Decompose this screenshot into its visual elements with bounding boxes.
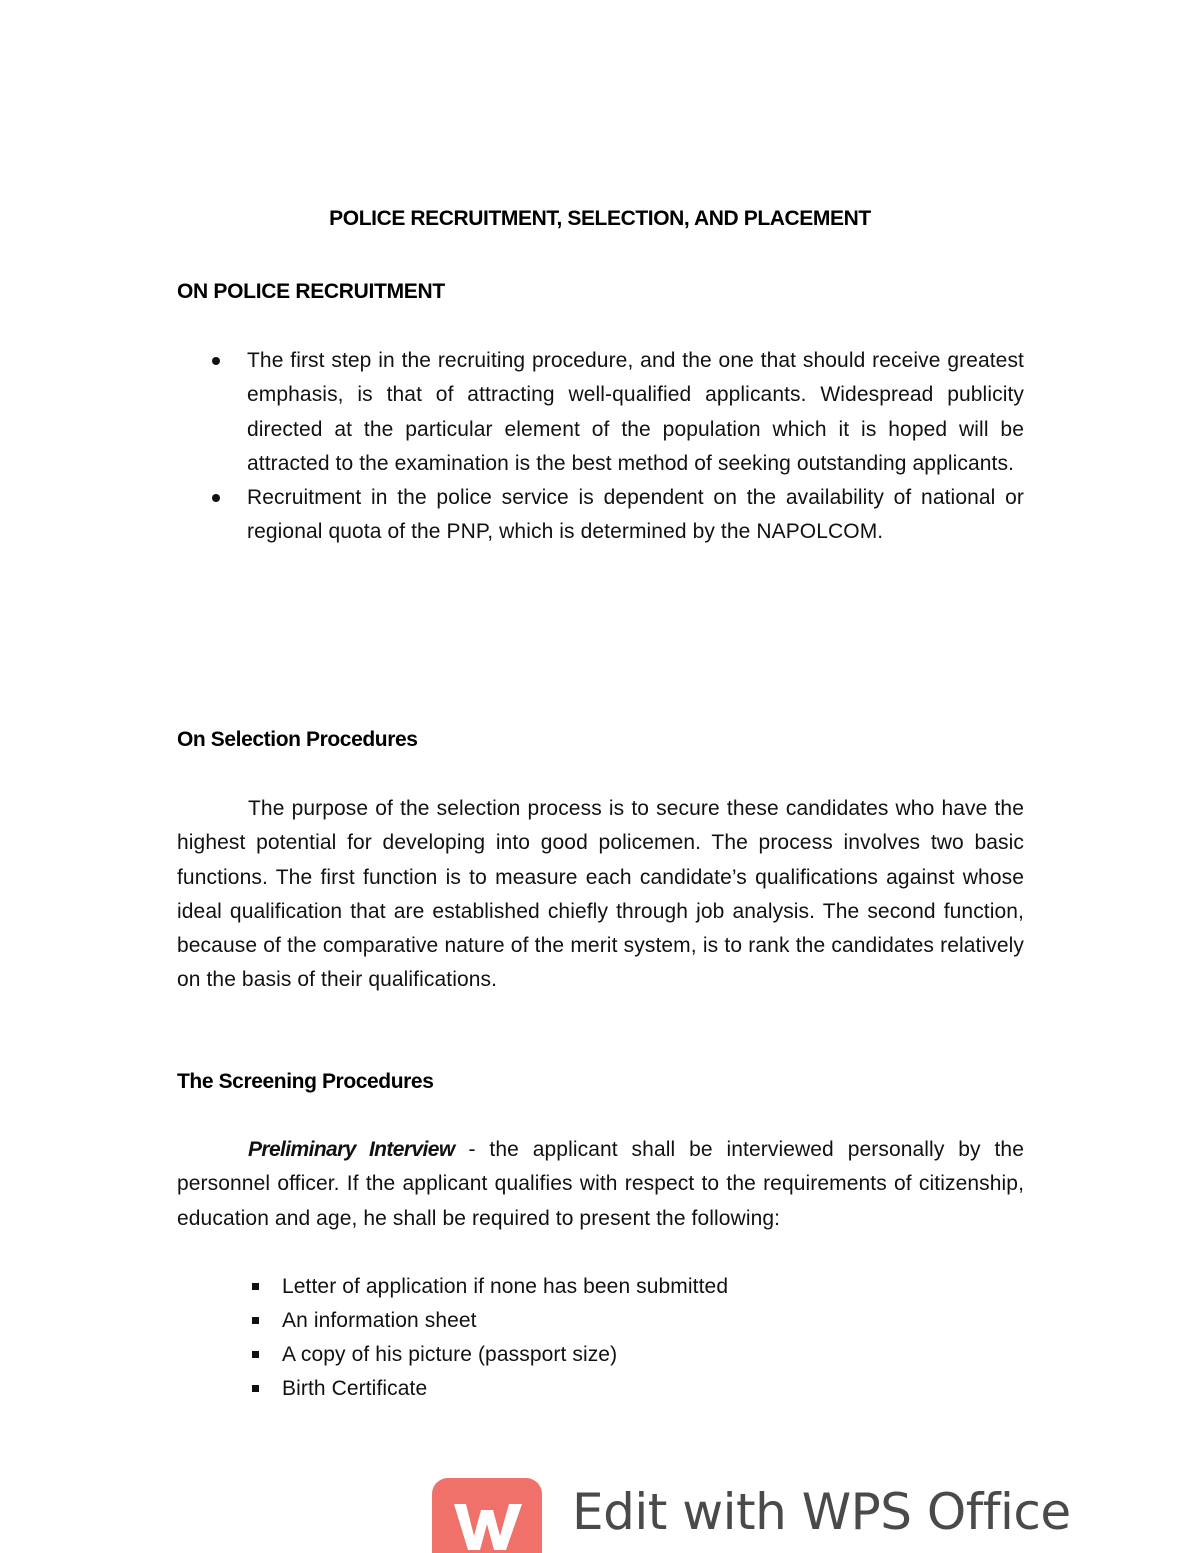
recruitment-bullet-list	[177, 344, 1024, 550]
list-item	[177, 344, 1024, 481]
wps-watermark-text: Edit with WPS Office	[572, 1483, 1071, 1541]
screening-paragraph-text: - the applicant shall be interviewed personally by the personnel officer. If the applicant qualifies with respect to the requirements of citizenship, education and age, he shall be required to present the following:	[177, 1138, 1024, 1230]
list-item-text: The first step in the recruiting procedure, and the one that should receive greatest emphasis, is that of attracting well-qualified applicants. Widespread publicity directed at the particular element of the population which it is hoped will be attracted to the examination is the best method of seeking outstanding applicants.	[247, 349, 1024, 475]
square-bullet-icon	[252, 1385, 259, 1392]
list-item-text: Birth Certificate	[282, 1377, 428, 1400]
requirements-list	[177, 1270, 1024, 1406]
square-bullet-icon	[252, 1283, 259, 1290]
selection-paragraph: The purpose of the selection process is to secure these candidates who have the highest potential for developing into good policemen. The process involves two basic functions. The first function is to measure each candidate’s qualifications against whose ideal qualification that are established chiefly through job analysis. The second function, because of the comparative nature of the merit system, is to rank the candidates relatively on the basis of their qualifications.	[177, 797, 1024, 992]
square-bullet-icon	[252, 1351, 259, 1358]
list-item	[177, 1338, 1024, 1372]
bullet-icon	[212, 494, 220, 502]
list-item	[177, 481, 1024, 550]
list-item-text: A copy of his picture (passport size)	[282, 1343, 618, 1366]
bullet-icon	[212, 357, 220, 365]
screening-paragraph	[177, 1133, 1024, 1236]
square-bullet-icon	[252, 1317, 259, 1324]
list-item	[177, 1372, 1024, 1406]
screening-heading: The Screening Procedures	[177, 1070, 434, 1093]
list-item	[177, 1304, 1024, 1338]
list-item-text: Letter of application if none has been submitted	[282, 1275, 729, 1298]
wps-watermark-banner[interactable]	[0, 1470, 1200, 1553]
list-item-text: An information sheet	[282, 1309, 477, 1332]
list-item-text: Recruitment in the police service is dependent on the availability of national or regional quota of the PNP, which is determined by the NAPOLCOM.	[247, 486, 1024, 544]
wps-logo-icon	[432, 1478, 542, 1553]
preliminary-interview-term: Preliminary Interview	[248, 1138, 455, 1161]
selection-heading: On Selection Procedures	[177, 728, 418, 751]
recruitment-heading: ON POLICE RECRUITMENT	[177, 280, 445, 303]
list-item	[177, 1270, 1024, 1304]
document-title: POLICE RECRUITMENT, SELECTION, AND PLACEMENT	[329, 207, 871, 230]
